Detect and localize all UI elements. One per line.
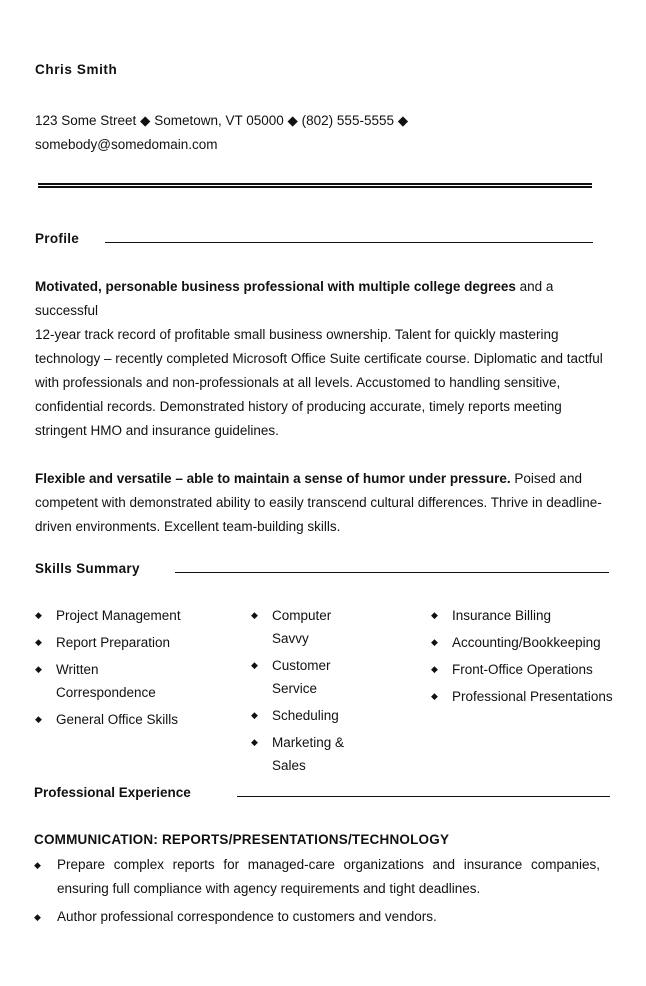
diamond-icon: ◆ [431,691,438,701]
profile-paragraph-1 [35,275,610,443]
profile-p1-rest-a: and a successful [35,279,554,318]
skill-item: ◆ Front-Office Operations [431,658,631,681]
list-item: ◆ Prepare complex reports for managed-care organizations and insurance companies, ensuring full compliance with agency requirements and tight deadlines. [34,853,600,901]
diamond-icon: ◆ [251,737,258,747]
diamond-icon: ◆ [35,714,42,724]
experience-heading: Professional Experience [34,785,191,800]
skill-item: ◆ Insurance Billing [431,604,631,627]
skill-item: ◆ General Office Skills [35,708,215,731]
experience-bullets [34,853,600,933]
profile-p1-rest-b: 12-year track record of profitable small business ownership. Talent for quickly mastering technology – recently completed Microsoft Office Suite certificate course. Diplomatic and tactful with professionals and non-professionals at all levels. Accustomed to handling sensitive, confidential records. Demonstrated history of producing accurate, timely reports meeting stringent HMO and insurance guidelines. [35,327,603,438]
diamond-icon: ◆ [35,610,42,620]
profile-heading-rule [105,242,593,243]
profile-p2-rest: Poised and competent with demonstrated ability to easily transcend cultural differences. Thrive in deadline-driven environments. Excellent team-building skills. [35,471,602,534]
skills-column-3 [431,604,631,712]
diamond-icon: ◆ [251,710,258,720]
list-item: ◆ Author professional correspondence to customers and vendors. [34,905,600,929]
diamond-icon: ◆ [34,912,41,922]
skill-item: ◆ Written Correspondence [35,658,186,704]
profile-p2-bold: Flexible and versatile – able to maintain a sense of humor under pressure. [35,471,511,486]
diamond-icon: ◆ [431,664,438,674]
diamond-icon: ◆ [34,860,41,870]
profile-paragraph-2 [35,467,610,539]
profile-heading: Profile [35,231,80,246]
contact-email: somebody@somedomain.com [35,137,218,152]
skill-item: ◆ Report Preparation [35,631,215,654]
resume-name: Chris Smith [35,62,118,77]
diamond-icon: ◆ [431,637,438,647]
contact-address-line: 123 Some Street ◆ Sometown, VT 05000 ◆ (802) 555-5555 ◆ [35,113,409,128]
skill-item: ◆ Scheduling [251,704,381,727]
experience-subheading: COMMUNICATION: REPORTS/PRESENTATIONS/TECHNOLOGY [34,832,450,847]
skill-item: ◆ Customer Service [251,654,342,700]
diamond-icon: ◆ [431,610,438,620]
skill-item: ◆ Marketing & Sales [251,731,352,777]
skill-item: ◆ Accounting/Bookkeeping [431,631,631,654]
skills-heading: Skills Summary [35,561,140,576]
diamond-icon: ◆ [251,610,258,620]
skill-item: ◆ Professional Presentations [431,685,631,708]
contact-info [35,109,595,157]
experience-heading-rule [237,796,610,797]
skills-column-1 [35,604,215,735]
profile-p1-bold: Motivated, personable business professional with multiple college degrees [35,279,516,294]
skill-item: ◆ Project Management [35,604,215,627]
diamond-icon: ◆ [251,660,258,670]
header-divider [38,183,592,188]
skill-item: ◆ Computer Savvy [251,604,342,650]
skills-column-2 [251,604,381,781]
diamond-icon: ◆ [35,664,42,674]
diamond-icon: ◆ [35,637,42,647]
skills-heading-rule [175,572,609,573]
